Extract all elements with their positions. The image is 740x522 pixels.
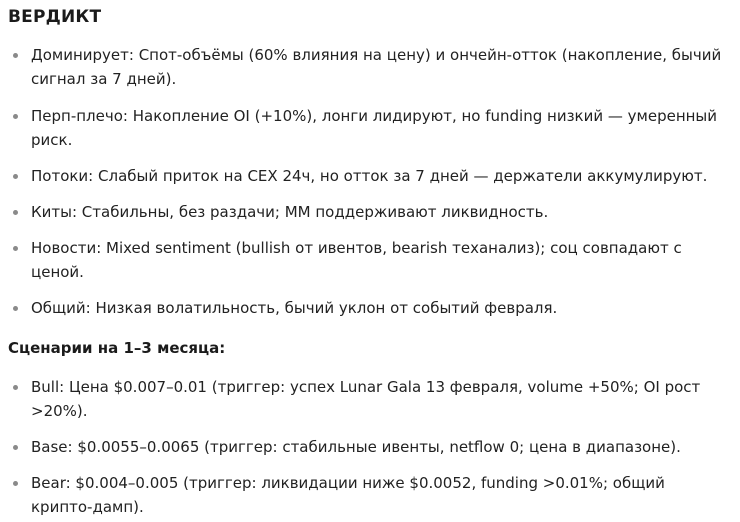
bullet-dot-icon	[13, 445, 18, 450]
scenario-item-text: Bull: Цена $0.007–0.01 (триггер: успех Lunar Gala 13 февраля, volume +50%; OI рост >20%).	[31, 378, 701, 420]
verdict-item-text: Перп-плечо: Накопление OI (+10%), лонги лидируют, но funding низкий — умеренный риск.	[31, 107, 718, 149]
scenarios-heading: Сценарии на 1–3 месяца:	[8, 339, 226, 357]
verdict-item-whales	[10, 200, 730, 224]
bullet-dot-icon	[13, 306, 18, 311]
verdict-item-text: Общий: Низкая волатильность, бычий уклон от событий февраля.	[31, 299, 558, 317]
verdict-item-news	[10, 236, 730, 284]
bullet-dot-icon	[13, 481, 18, 486]
scenario-item-text: Bear: $0.004–0.005 (триггер: ликвидации ниже $0.0052, funding >0.01%; общий крипто-дамп).	[31, 474, 665, 516]
bullet-dot-icon	[13, 385, 18, 390]
verdict-item-perp-leverage	[10, 104, 730, 152]
bullet-dot-icon	[13, 210, 18, 215]
bullet-dot-icon	[13, 114, 18, 119]
verdict-item-text: Новости: Mixed sentiment (bullish от ивентов, bearish теханализ); соц совпадают с ценой.	[31, 239, 682, 281]
scenario-item-text: Base: $0.0055–0.0065 (триггер: стабильные ивенты, netflow 0; цена в диапазоне).	[31, 438, 681, 456]
verdict-item-text: Потоки: Слабый приток на CEX 24ч, но отток за 7 дней — держатели аккумулируют.	[31, 167, 708, 185]
verdict-item-text: Киты: Стабильны, без раздачи; MM поддерживают ликвидность.	[31, 203, 549, 221]
scenario-item-base	[10, 435, 730, 459]
bullet-dot-icon	[13, 174, 18, 179]
verdict-item-text: Доминирует: Спот-объёмы (60% влияния на цену) и ончейн-отток (накопление, бычий сигнал за 7 дней).	[31, 46, 722, 88]
scenario-item-bear	[10, 471, 730, 519]
verdict-item-flows	[10, 164, 730, 188]
bullet-dot-icon	[13, 246, 18, 251]
verdict-item-dominates	[10, 43, 730, 91]
verdict-item-overall	[10, 296, 730, 320]
scenario-item-bull	[10, 375, 730, 423]
bullet-dot-icon	[13, 53, 18, 58]
verdict-heading: ВЕРДИКТ	[8, 7, 102, 27]
